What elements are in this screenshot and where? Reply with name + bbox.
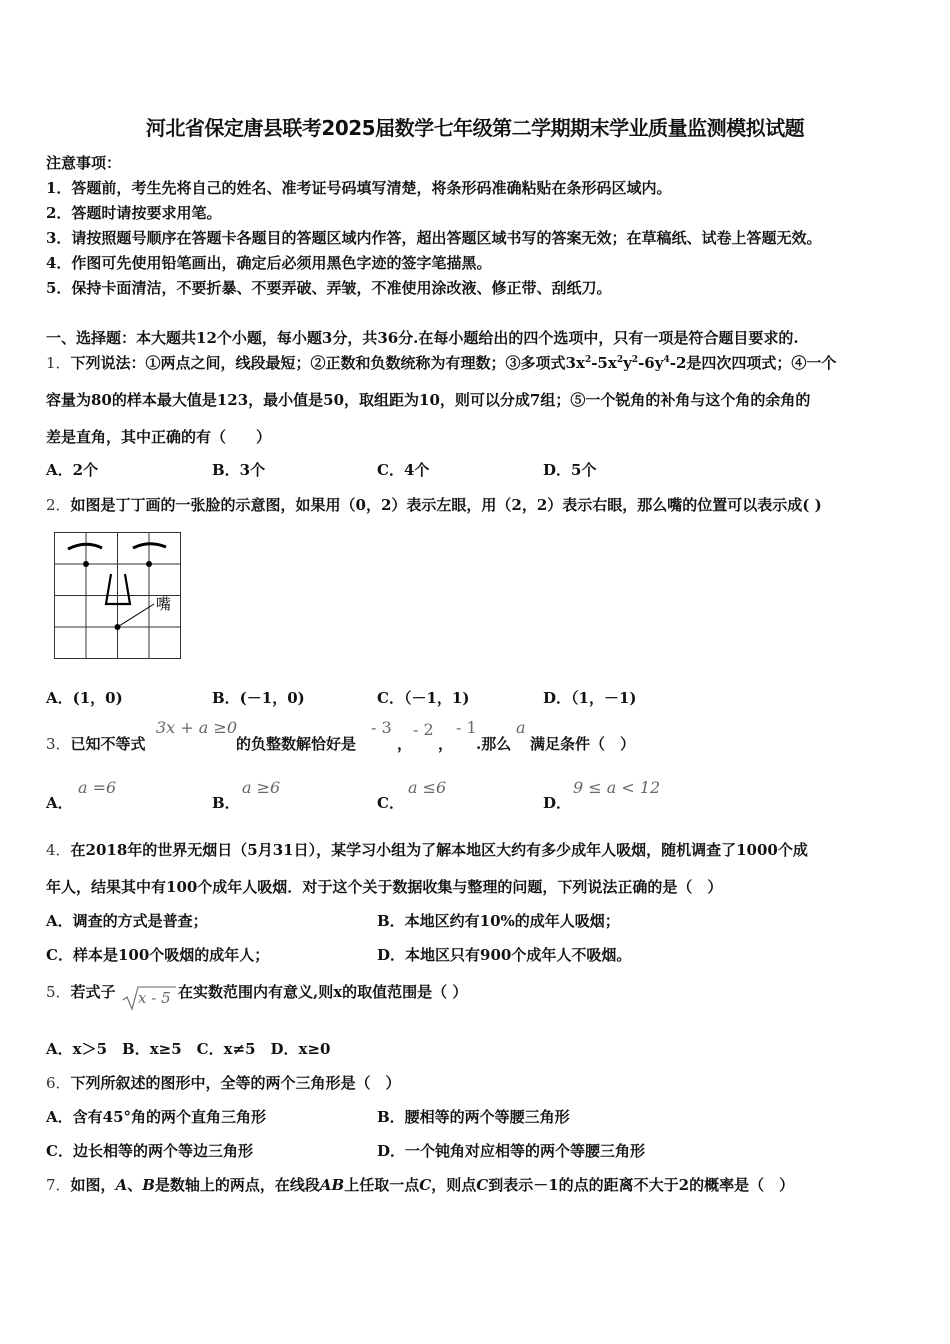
question-3-text: 3．已知不等式 bbox=[46, 735, 146, 753]
q1-option-a[interactable]: A．2个 bbox=[46, 461, 99, 479]
question-number: 6． bbox=[46, 1074, 71, 1092]
q3-solution-3: - 1 bbox=[456, 718, 477, 737]
notice-item: 5．保持卡面清洁，不要折暴、不要弄破、弄皱，不准使用涂改液、修正带、刮纸刀。 bbox=[46, 279, 612, 297]
q3-comma: ， bbox=[438, 735, 454, 753]
question-2-text: 2．如图是丁丁画的一张脸的示意图，如果用（0，2）表示左眼，用（2，2）表示右眼，那么嘴的位置可以表示成( ) bbox=[46, 496, 822, 514]
question-number: 1． bbox=[46, 354, 71, 372]
notice-item: 1．答题前，考生先将自己的姓名、准考证号码填写清楚，将条形码准确粘贴在条形码区域内。 bbox=[46, 179, 672, 197]
q2-option-d[interactable]: D．（1，－1) bbox=[543, 689, 637, 707]
mouth-point bbox=[115, 624, 121, 630]
q3-option-a-expr: a =6 bbox=[78, 778, 117, 797]
q3-solution-2: - 2 bbox=[413, 720, 434, 739]
q6-option-c[interactable]: C．边长相等的两个等边三角形 bbox=[46, 1142, 253, 1160]
q6-option-d[interactable]: D．一个钝角对应相等的两个等腰三角形 bbox=[377, 1142, 646, 1160]
notice-heading: 注意事项： bbox=[46, 154, 122, 172]
question-number: 5． bbox=[46, 983, 71, 1001]
q3-option-b-expr: a ≥6 bbox=[242, 778, 281, 797]
q1-option-d[interactable]: D．5个 bbox=[543, 461, 597, 479]
q2-option-b[interactable]: B．(－1，0) bbox=[212, 689, 305, 707]
q6-option-b[interactable]: B．腰相等的两个等腰三角形 bbox=[377, 1108, 570, 1126]
q4-option-d[interactable]: D．本地区只有900个成年人不吸烟。 bbox=[377, 946, 632, 964]
question-1-line-2: 容量为80的样本最大值是123，最小值是50，取组距为10，则可以分成7组；⑤一个锐角的补角与这个角的余角的 bbox=[46, 391, 811, 409]
section-heading: 一、选择题：本大题共12个小题，每小题3分，共36分.在每小题给出的四个选项中，只有一项是符合题目要求的. bbox=[46, 329, 799, 347]
question-4-line-2: 年人，结果其中有100个成年人吸烟．对于这个关于数据收集与整理的问题，下列说法正确的是（ ） bbox=[46, 878, 723, 896]
question-number: 2． bbox=[46, 496, 71, 514]
q1-option-b[interactable]: B．3个 bbox=[212, 461, 266, 479]
q4-option-b[interactable]: B．本地区约有10%的成年人吸烟； bbox=[377, 912, 620, 930]
q5-radicand: x - 5 bbox=[138, 989, 171, 1007]
question-5-text: 5．若式子 bbox=[46, 983, 116, 1001]
q3-solution-1: - 3 bbox=[371, 718, 392, 737]
question-1-line-3: 差是直角，其中正确的有（ ） bbox=[46, 428, 272, 446]
face-grid-figure bbox=[50, 528, 190, 664]
notice-item: 2．答题时请按要求用笔。 bbox=[46, 204, 222, 222]
question-number: 4． bbox=[46, 841, 71, 859]
q1-option-c[interactable]: C．4个 bbox=[377, 461, 430, 479]
q3-option-a[interactable]: A． bbox=[46, 794, 73, 812]
notice-item: 3．请按照题号顺序在答题卡各题目的答题区域内作答，超出答题区域书写的答案无效；在草稿纸、试卷上答题无效。 bbox=[46, 229, 822, 247]
q3-text-part: .那么 bbox=[476, 735, 512, 753]
mouth-label: 嘴 bbox=[156, 595, 172, 613]
q3-option-c-expr: a ≤6 bbox=[408, 778, 447, 797]
q4-option-a[interactable]: A．调查的方式是普查； bbox=[46, 912, 208, 930]
q3-text-part: 满足条件（ ） bbox=[530, 735, 636, 753]
question-7-text: 7．如图，A、B是数轴上的两点，在线段AB上任取一点C，则点C到表示－1的点的距离不大于2的概率是（ ） bbox=[46, 1176, 795, 1194]
q5-text-part: 在实数范围内有意义,则x的取值范围是（ ） bbox=[178, 983, 468, 1001]
q5-options[interactable]: A．x＞5 B．x≥5 C．x≠5 D．x≥0 bbox=[46, 1040, 331, 1058]
q3-option-d-expr: 9 ≤ a < 12 bbox=[573, 778, 661, 797]
left-eye bbox=[83, 561, 89, 567]
left-eyebrow bbox=[68, 544, 102, 549]
q4-option-c[interactable]: C．样本是100个吸烟的成年人； bbox=[46, 946, 270, 964]
question-1-line-1: 1．下列说法：①两点之间，线段最短；②正数和负数统称为有理数；③多项式$3x^2-5x^2y^2-6y^4-2$是四次四项式；④一个 bbox=[46, 354, 837, 372]
q2-option-c[interactable]: C．（－1，1) bbox=[377, 689, 470, 707]
q3-text-part: 的负整数解恰好是 bbox=[236, 735, 357, 753]
notice-item: 4．作图可先使用铅笔画出，确定后必须用黑色字迹的签字笔描黑。 bbox=[46, 254, 492, 272]
q3-option-b[interactable]: B． bbox=[212, 794, 240, 812]
q2-option-a[interactable]: A．(1，0) bbox=[46, 689, 123, 707]
q3-inequality: 3x + a ≥0 bbox=[156, 718, 237, 737]
q6-option-a[interactable]: A．含有45°角的两个直角三角形 bbox=[46, 1108, 267, 1126]
q3-option-d[interactable]: D． bbox=[543, 794, 572, 812]
q3-option-c[interactable]: C． bbox=[377, 794, 404, 812]
page-title: 河北省保定唐县联考2025届数学七年级第二学期期末学业质量监测模拟试题 bbox=[145, 116, 805, 140]
right-eye bbox=[146, 561, 152, 567]
question-number: 3． bbox=[46, 735, 71, 753]
question-6-text: 6．下列所叙述的图形中，全等的两个三角形是（ ） bbox=[46, 1074, 401, 1092]
q3-variable-a: a bbox=[516, 718, 526, 737]
question-4-line-1: 4．在2018年的世界无烟日（5月31日），某学习小组为了解本地区大约有多少成年人吸烟，随机调查了1000个成 bbox=[46, 841, 808, 859]
q3-comma: ， bbox=[397, 735, 413, 753]
question-number: 7． bbox=[46, 1176, 71, 1194]
